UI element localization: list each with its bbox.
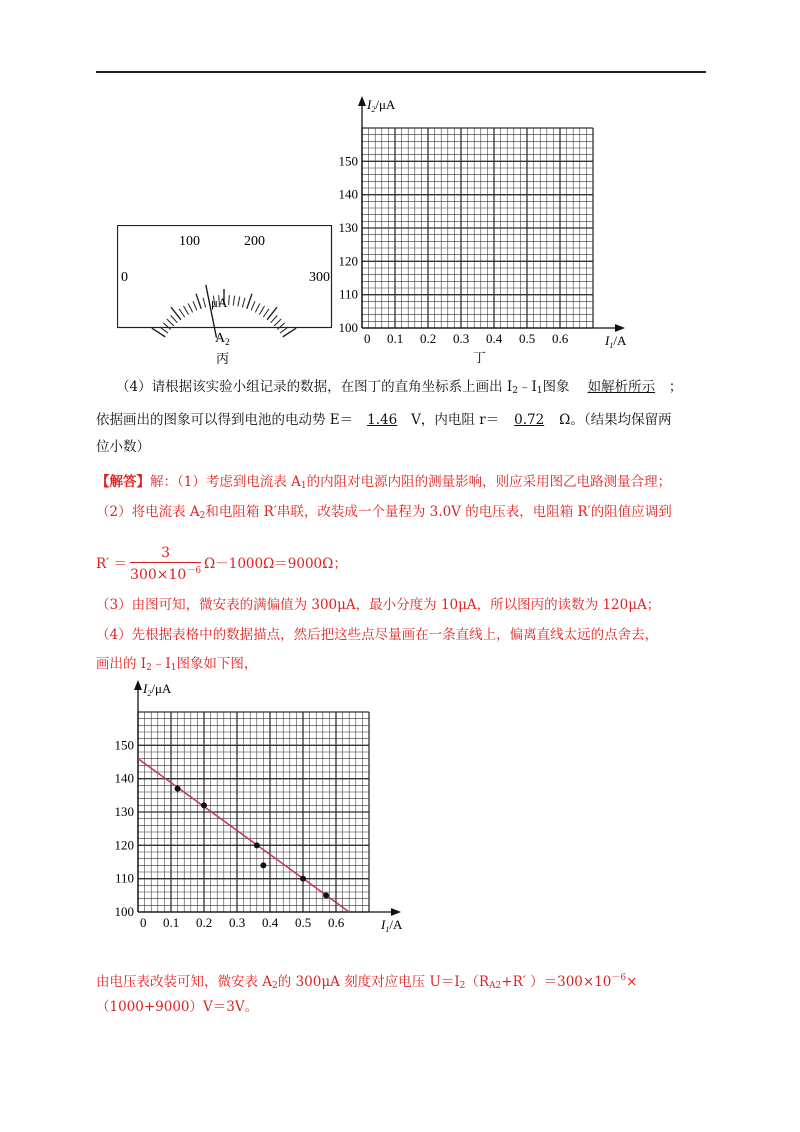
x-tick-label: 0.2 (196, 915, 213, 930)
x-tick-label: 0.5 (519, 331, 536, 346)
x-tick-label: 0.3 (229, 915, 246, 930)
meter-tick (233, 296, 234, 306)
meter-unit: μA (211, 295, 228, 310)
y-tick-label: 110 (338, 286, 358, 302)
answer-blank-resistance: 0.72 (514, 412, 545, 428)
question-4-line2: 依据画出的图象可以得到电池的电动势 E＝ 1.46 V，内电阻 r＝ 0.72 Ω。（结果均保留两 (96, 412, 672, 428)
x-tick-label: 0.6 (328, 915, 345, 930)
empty-grid-x-ticks (364, 331, 569, 346)
meter-label-0: 0 (121, 270, 128, 285)
meter-tick (251, 301, 255, 310)
answer-chart-axes (134, 680, 401, 916)
x-tick-label: 0.1 (163, 915, 180, 930)
meter-tick (255, 303, 259, 312)
microammeter-figure (117, 225, 337, 370)
x-tick-label: 0.1 (387, 331, 404, 346)
answer-chart (106, 676, 416, 938)
y-tick-label: 150 (338, 153, 358, 169)
answer-line2: （2）将电流表 $A_2$和电阻箱 R′串联，改装成一个量程为 3.0V 的电压表，电阻箱 R′的阻值应调到 (96, 504, 672, 521)
meter-tick (193, 301, 197, 310)
y-tick-label: 130 (338, 220, 358, 235)
answer-chart-x-ticks (140, 915, 345, 930)
meter-tick (274, 319, 281, 326)
grid-y-label: $I_2/\mu A$ (367, 97, 396, 114)
x-tick-label: 0.5 (295, 915, 312, 930)
meter-tick (277, 323, 285, 330)
data-point (254, 842, 260, 848)
answer-line5: 画出的 $I_2﹣I_1$图象如下图， (96, 656, 258, 673)
meter-tick (196, 294, 201, 309)
y-axis-arrow (134, 680, 142, 690)
empty-grid-figure (330, 92, 640, 367)
y-tick-label: 130 (114, 804, 134, 819)
meter-label-200: 200 (244, 234, 265, 249)
chart-x-label: $I_1/A$ (381, 917, 403, 934)
meter-tick (188, 303, 192, 312)
question-4-line3: 位小数） (96, 439, 150, 455)
y-tick-label: 100 (338, 320, 358, 335)
meter-tick (247, 294, 252, 309)
data-point (323, 892, 329, 898)
grid-caption: 丁 (473, 350, 487, 365)
answer-line1: 【解答】解：（1）考虑到电流表 $A_1$的内阻对电源内阻的测量影响，则应采用图乙电路测量合理； (96, 474, 672, 491)
answer-line3: （3）由图可知，微安表的满偏值为 300μA，最小分度为 10μA，所以图丙的读数为 120μA； (96, 597, 661, 613)
y-tick-label: 150 (114, 737, 134, 753)
conclusion-line1: 由电压表改装可知，微安表 $A_2$的 300μA 刻度对应电压 $U=I_2(R_{A2}+R'$ ）$=300\times 10^{-6}\times$ (96, 973, 638, 991)
data-point (260, 862, 266, 868)
meter-frame (118, 226, 332, 328)
y-tick-label: 120 (338, 253, 358, 269)
meter-tick (167, 319, 174, 326)
formula-fraction: $\frac{3}{300\times 10^{-6}}$ (130, 545, 202, 583)
meter-tick (242, 298, 245, 308)
meter-tick (163, 323, 171, 330)
meter-tick (229, 295, 230, 305)
x-tick-label: 0.4 (262, 915, 279, 930)
x-tick-label: 0.3 (453, 331, 470, 346)
header-rule (96, 71, 706, 73)
x-axis-arrow (391, 908, 401, 916)
answer-chart-grid (138, 712, 369, 912)
empty-grid-axes (358, 96, 625, 332)
x-tick-label: 0.4 (486, 331, 503, 346)
x-tick-label: 0.6 (552, 331, 569, 346)
answer-blank-emf: 1.46 (367, 412, 398, 428)
meter-needle (206, 285, 217, 338)
x-tick-label: 0 (140, 915, 147, 930)
meter-tick (238, 297, 240, 307)
meter-tick (259, 306, 264, 315)
meter-tick (263, 309, 269, 317)
x-tick-label: 0.2 (420, 331, 437, 346)
meter-label-100: 100 (179, 234, 200, 249)
y-tick-label: 100 (114, 904, 134, 919)
answer-blank-graph: 如解析所示 (587, 379, 656, 395)
meter-caption: 丙 (216, 351, 230, 366)
answer-formula: R′ ＝ $\frac{3}{300\times 10^{-6}}$ Ω－1000Ω＝9000Ω； (96, 545, 347, 583)
question-4-line1: （4）请根据该实验小组记录的数据，在图丁的直角坐标系上画出 $I_2﹣I_1$图象 如解析所示 ； (116, 379, 683, 396)
meter-tick (184, 306, 189, 315)
x-axis-arrow (615, 324, 625, 332)
y-tick-label: 140 (114, 770, 134, 786)
meter-tick (271, 315, 278, 322)
y-tick-label: 140 (338, 186, 358, 202)
meter-tick (203, 298, 206, 308)
meter-name: $A_2$ (215, 331, 230, 347)
empty-grid (362, 128, 593, 328)
answer-chart-y-ticks (115, 737, 135, 919)
y-tick-label: 110 (114, 870, 134, 886)
y-axis-arrow (358, 96, 366, 106)
meter-tick (171, 315, 178, 322)
answer-line4: （4）先根据表格中的数据描点，然后把这些点尽量画在一条直线上，偏离直线太远的点舍去， (96, 627, 659, 643)
answer-tag: 【解答】 (96, 474, 150, 490)
grid-x-label: $I_1/A$ (605, 333, 627, 350)
data-point (300, 876, 306, 882)
empty-grid-y-ticks (339, 153, 359, 335)
meter-label-300: 300 (309, 270, 330, 285)
data-point (175, 786, 181, 792)
x-tick-label: 0 (364, 331, 371, 346)
y-tick-label: 120 (114, 837, 134, 853)
conclusion-line2: （1000+9000）V＝3V。 (96, 999, 259, 1015)
meter-tick (179, 309, 185, 317)
chart-y-label: $I_2/\mu A$ (143, 681, 172, 698)
data-point (201, 802, 207, 808)
